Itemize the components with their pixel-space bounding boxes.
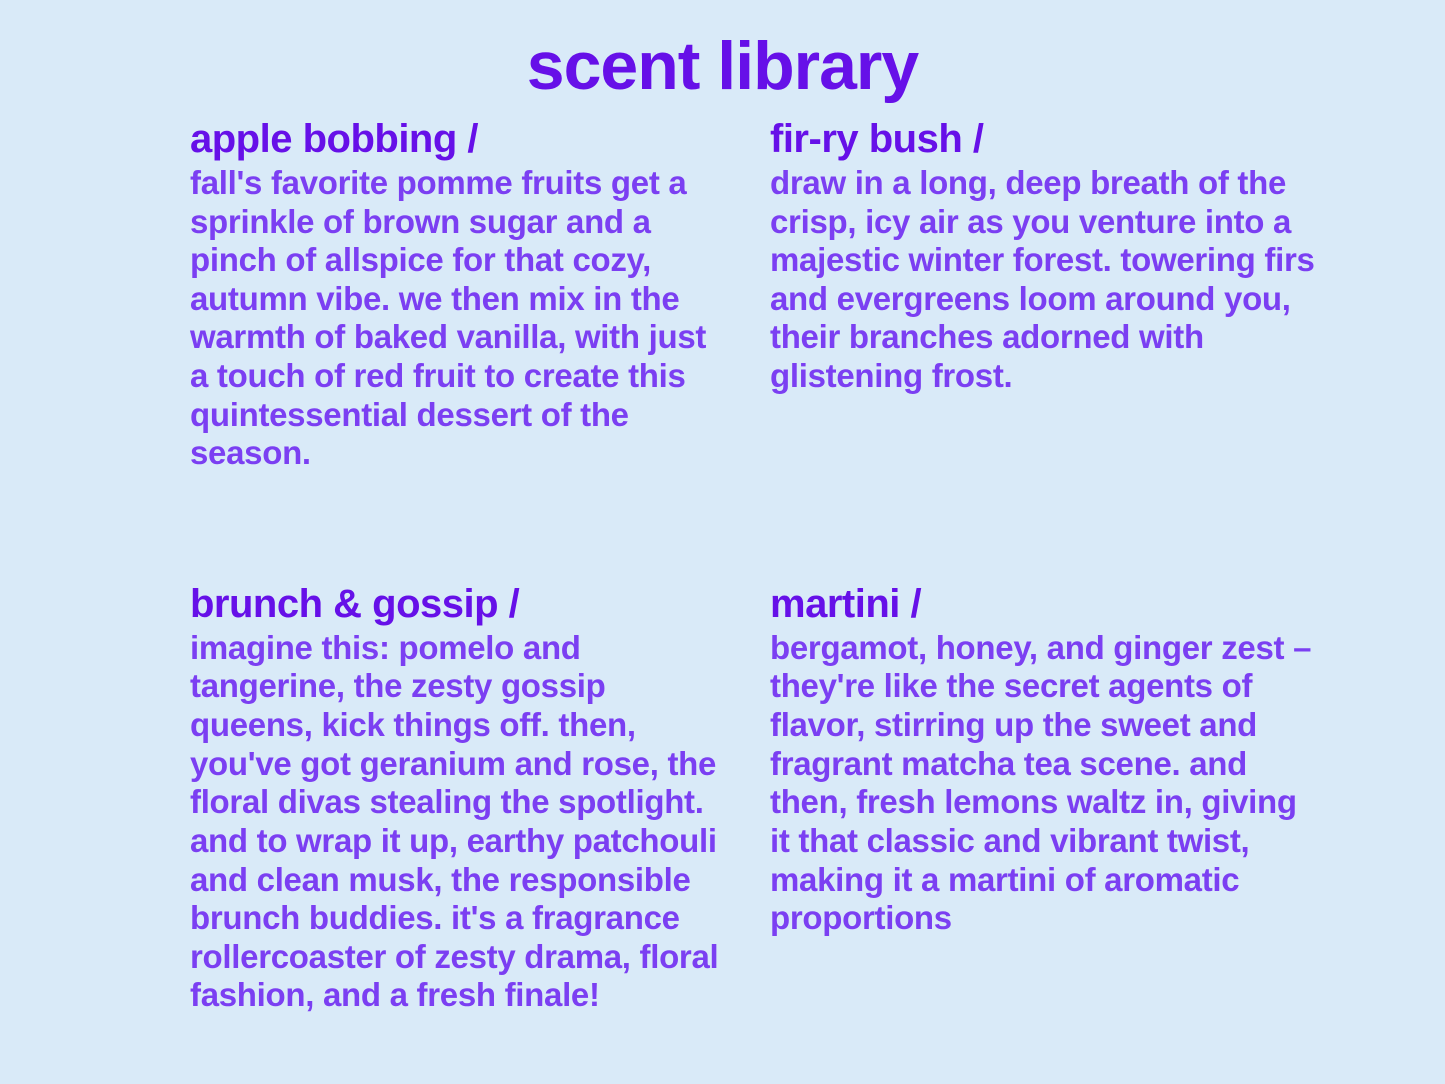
entry-title: martini / [770, 581, 922, 626]
entry-title: fir-ry bush / [770, 117, 984, 161]
entry-description: bergamot, honey, and ginger zest – they're like the secret agents of flavor, stirring up the sweet and fragrant matcha tea scene. and then, fresh lemons waltz in, giving it that classic and vibrant twist, making it a martini of aromatic proportions [770, 628, 1312, 937]
scent-entry-martini [770, 583, 1320, 1015]
scent-entry-brunch-and-gossip [190, 583, 770, 1015]
page-title: scent library [526, 28, 919, 104]
scent-entry-apple-bobbing [190, 118, 770, 473]
scent-entry-fir-ry-bush [770, 118, 1320, 473]
entry-description: draw in a long, deep breath of the crisp, icy air as you venture into a majestic winter forest. towering firs and evergreens loom around you, their branches adorned with glistening frost. [770, 164, 1315, 395]
entry-title: brunch & gossip / [190, 581, 520, 626]
entry-description: imagine this: pomelo and tangerine, the zesty gossip queens, kick things off. then, you've got geranium and rose, the floral divas stealing the spotlight. and to wrap it up, earthy patchouli and clean musk, the responsible brunch buddies. it's a fragrance rollercoaster of zesty drama, floral fashion, and a fresh finale! [190, 628, 719, 1014]
scent-entries-grid [190, 118, 1320, 1015]
entry-description: fall's favorite pomme fruits get a sprinkle of brown sugar and a pinch of allspice for that cozy, autumn vibe. we then mix in the warmth of baked vanilla, with just a touch of red fruit to create this quintessential dessert of the season. [190, 164, 707, 472]
entry-title: apple bobbing / [190, 117, 479, 161]
